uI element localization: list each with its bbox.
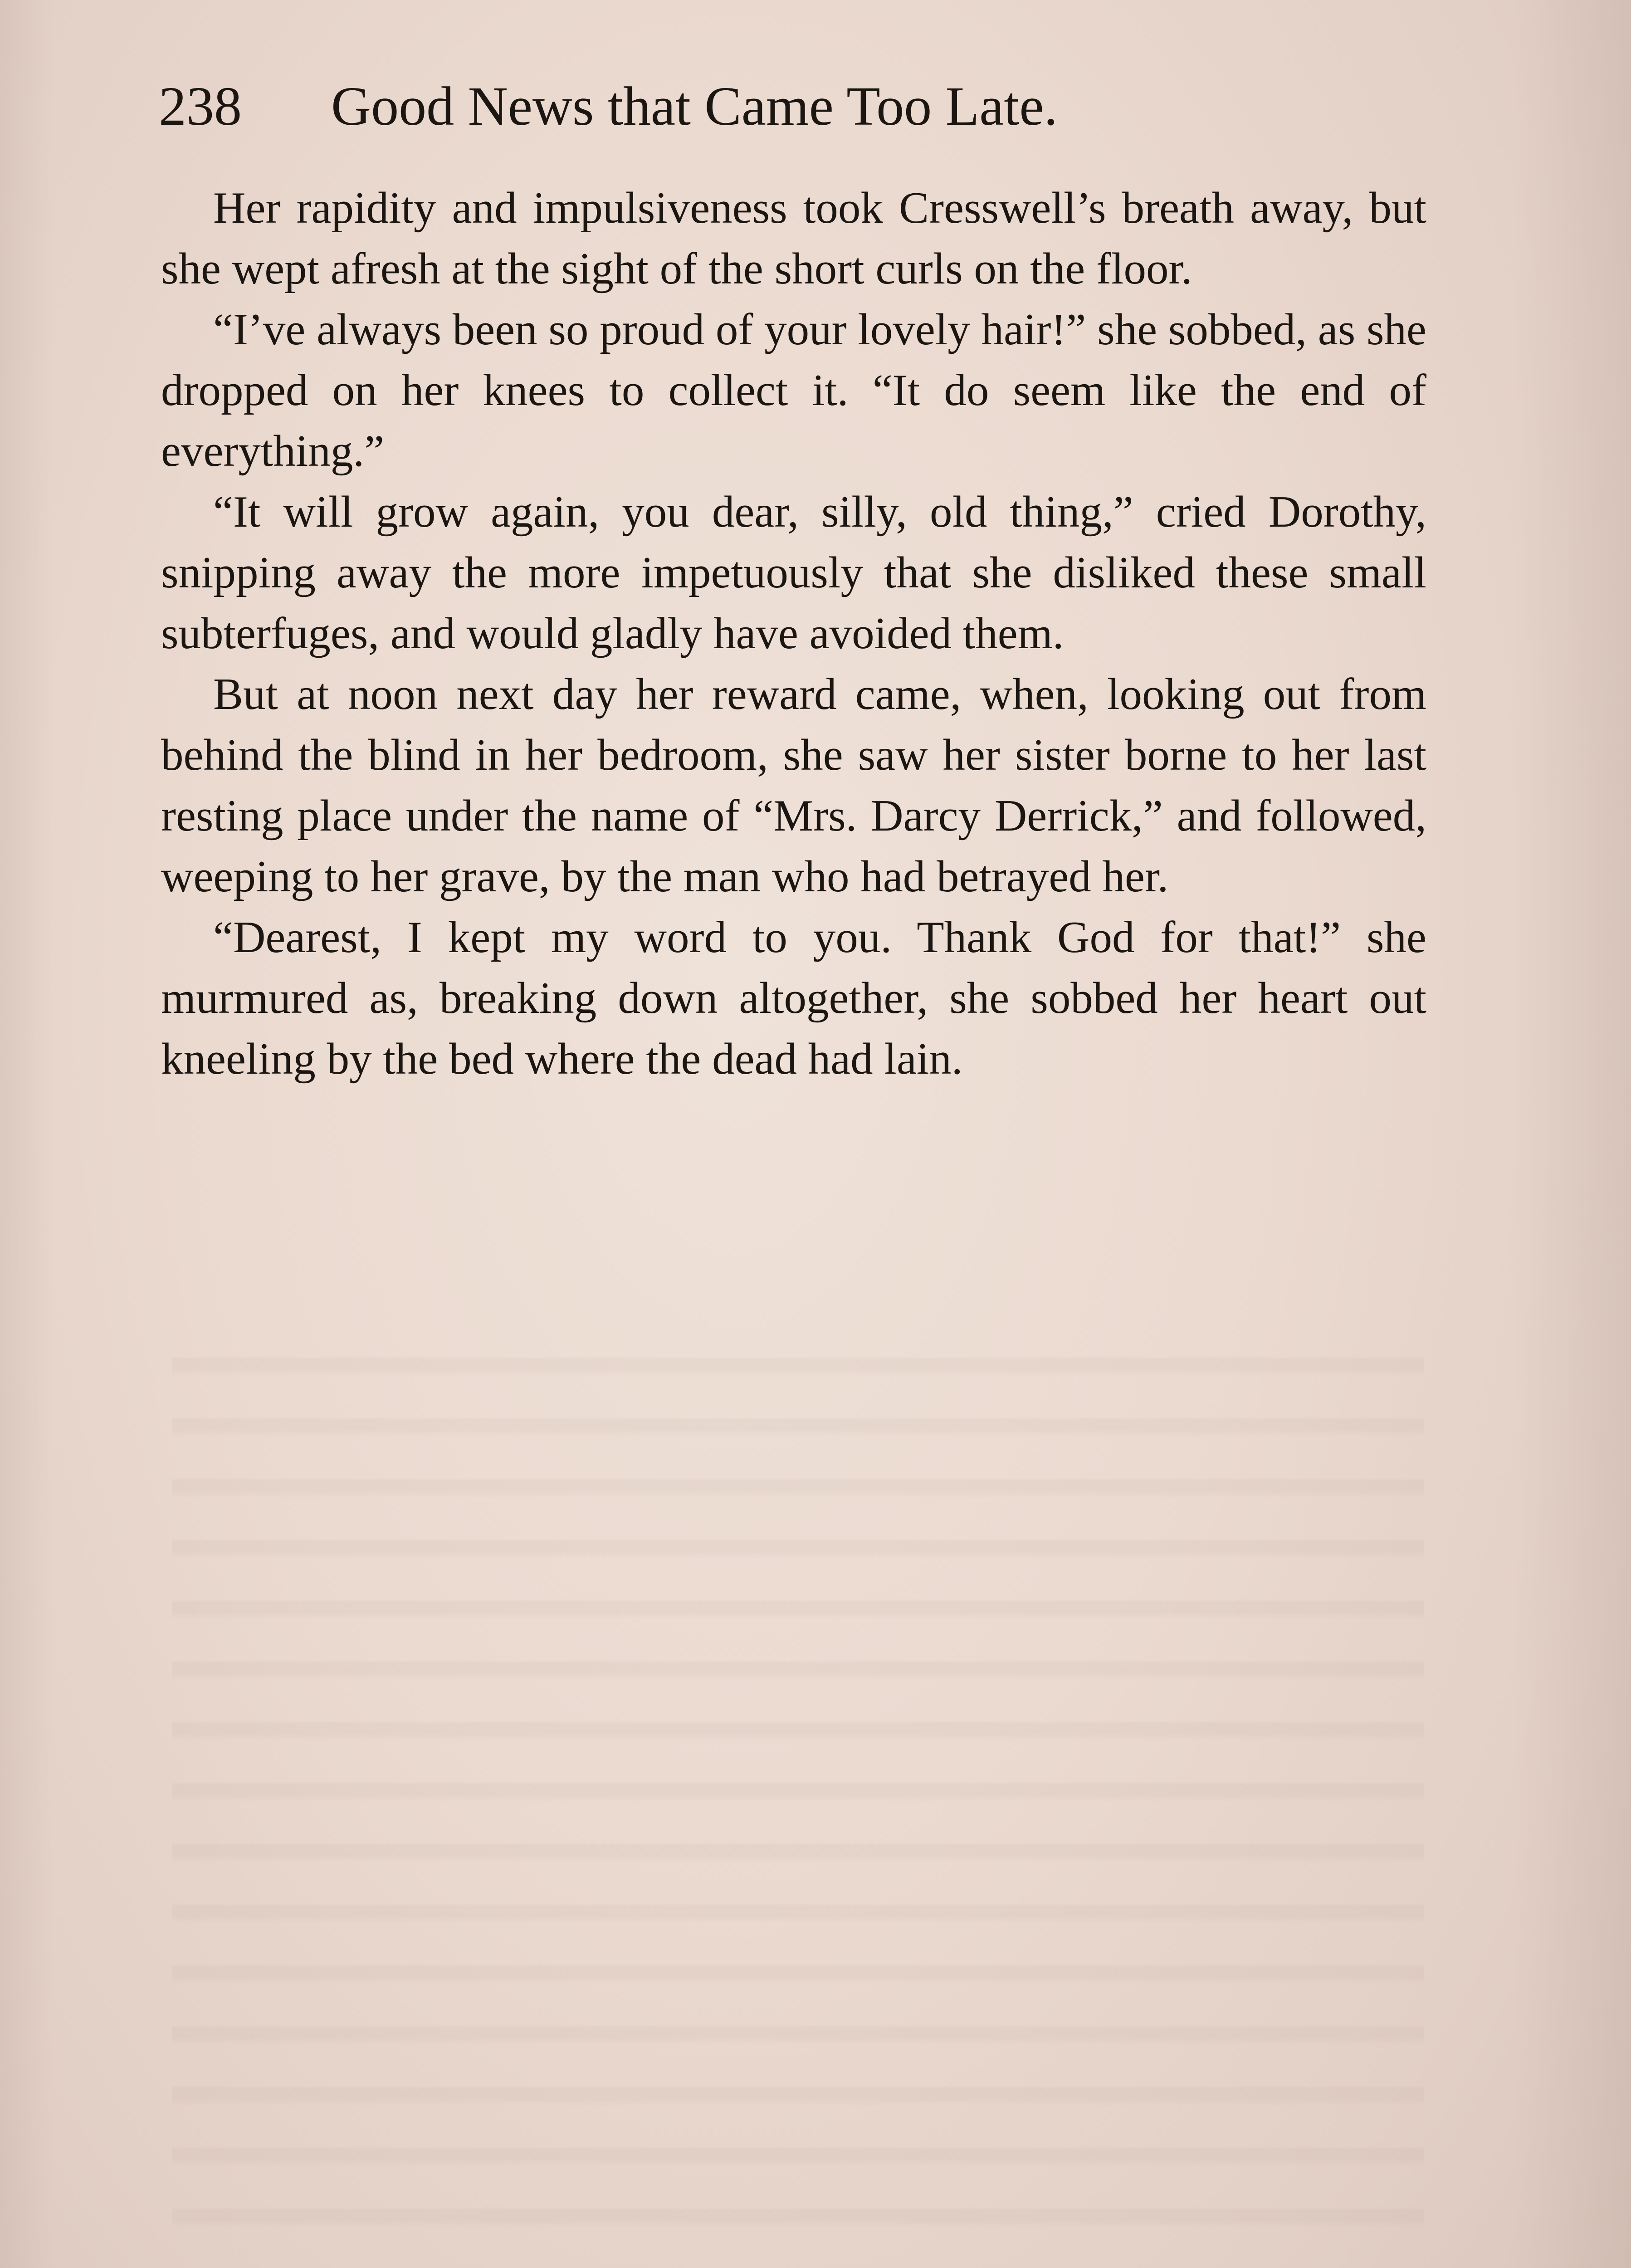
edge-shadow [1513,0,1631,2268]
show-through-texture [172,1315,1424,2268]
paragraph: Her rapidity and impulsiveness took Cresswell’s breath away, but she wept afresh at the sight of the short curls on the floor. [161,183,1426,293]
paragraph: “Dearest, I kept my word to you. Thank God for that!” she murmured as, breaking down altogether, she sobbed her heart out kneeling by the bed where the dead had lain. [161,913,1426,1084]
running-header [159,68,1429,145]
page-number: 238 [159,76,242,137]
running-title: Good News that Came Too Late. [331,76,1058,137]
paragraph: But at noon next day her reward came, when, looking out from behind the blind in her bedroom, she saw her sister borne to her last resting place under the name of “Mrs. Darcy Derrick,” and followed, weeping to her grave, by the man who had betrayed her. [161,670,1426,901]
paragraph: “I’ve always been so proud of your lovely hair!” she sobbed, as she dropped on her knees to collect it. “It do seem like the end of everything.” [161,305,1426,476]
paragraph: “It will grow again, you dear, silly, old thing,” cried Dorothy, snipping away the more impetuously that she disliked these small subterfuges, and would gladly have avoided them. [161,487,1426,658]
gutter-shadow [0,0,54,2268]
body-text [161,178,1426,1090]
